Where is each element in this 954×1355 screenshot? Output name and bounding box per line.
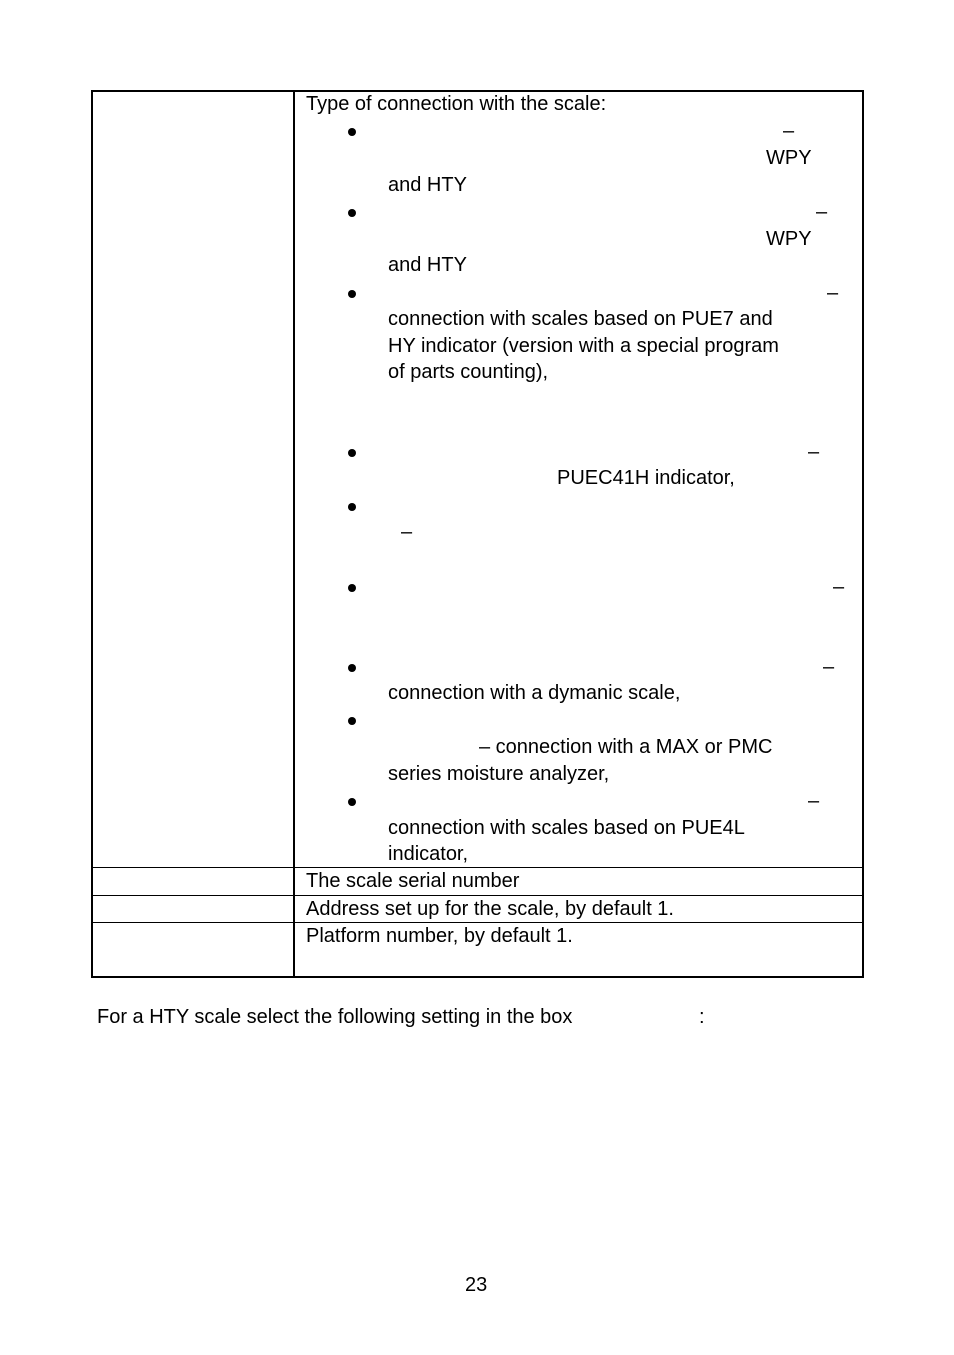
table-row-divider [91, 922, 864, 923]
bullet-icon [348, 503, 356, 511]
item-dash: – [401, 521, 413, 543]
item-dash: – [808, 790, 820, 812]
item-dash: – [823, 656, 835, 678]
item-line: – connection with a MAX or PMC [479, 736, 773, 758]
bullet-icon [348, 449, 356, 457]
item-dash: – [827, 282, 839, 304]
item-line: connection with scales based on PUE4L [388, 817, 745, 839]
item-line: indicator, [388, 843, 469, 865]
item-line: and HTY [388, 254, 467, 276]
item-dash: – [833, 576, 845, 598]
bullet-icon [348, 290, 356, 298]
address-description: Address set up for the scale, by default 1. [306, 898, 674, 920]
table-column-divider [293, 90, 295, 977]
table-border-left [91, 90, 93, 977]
item-line: and HTY [388, 174, 467, 196]
hty-setting-note: For a HTY scale select the following setting in the box [97, 1006, 573, 1028]
item-dash: – [808, 441, 820, 463]
page-number: 23 [465, 1274, 488, 1296]
item-line: WPY [766, 147, 812, 169]
table-border-bottom [91, 976, 864, 978]
item-line: PUEC41H indicator, [557, 467, 735, 489]
connection-type-intro: Type of connection with the scale: [306, 93, 607, 115]
serial-number-description: The scale serial number [306, 870, 520, 892]
item-dash: – [816, 201, 828, 223]
item-line: of parts counting), [388, 361, 549, 383]
item-dash: – [783, 120, 795, 142]
platform-number-description: Platform number, by default 1. [306, 925, 573, 947]
bullet-icon [348, 209, 356, 217]
item-line: series moisture analyzer, [388, 763, 610, 785]
table-row-divider [91, 895, 864, 896]
item-line: connection with a dymanic scale, [388, 682, 681, 704]
item-line: WPY [766, 228, 812, 250]
bullet-icon [348, 798, 356, 806]
bullet-icon [348, 717, 356, 725]
table-row-divider [91, 867, 864, 868]
table-border-right [862, 90, 864, 977]
item-line: HY indicator (version with a special program [388, 335, 779, 357]
bullet-icon [348, 664, 356, 672]
bullet-icon [348, 128, 356, 136]
hty-setting-note-colon: : [699, 1006, 705, 1028]
bullet-icon [348, 584, 356, 592]
item-line: connection with scales based on PUE7 and [388, 308, 773, 330]
